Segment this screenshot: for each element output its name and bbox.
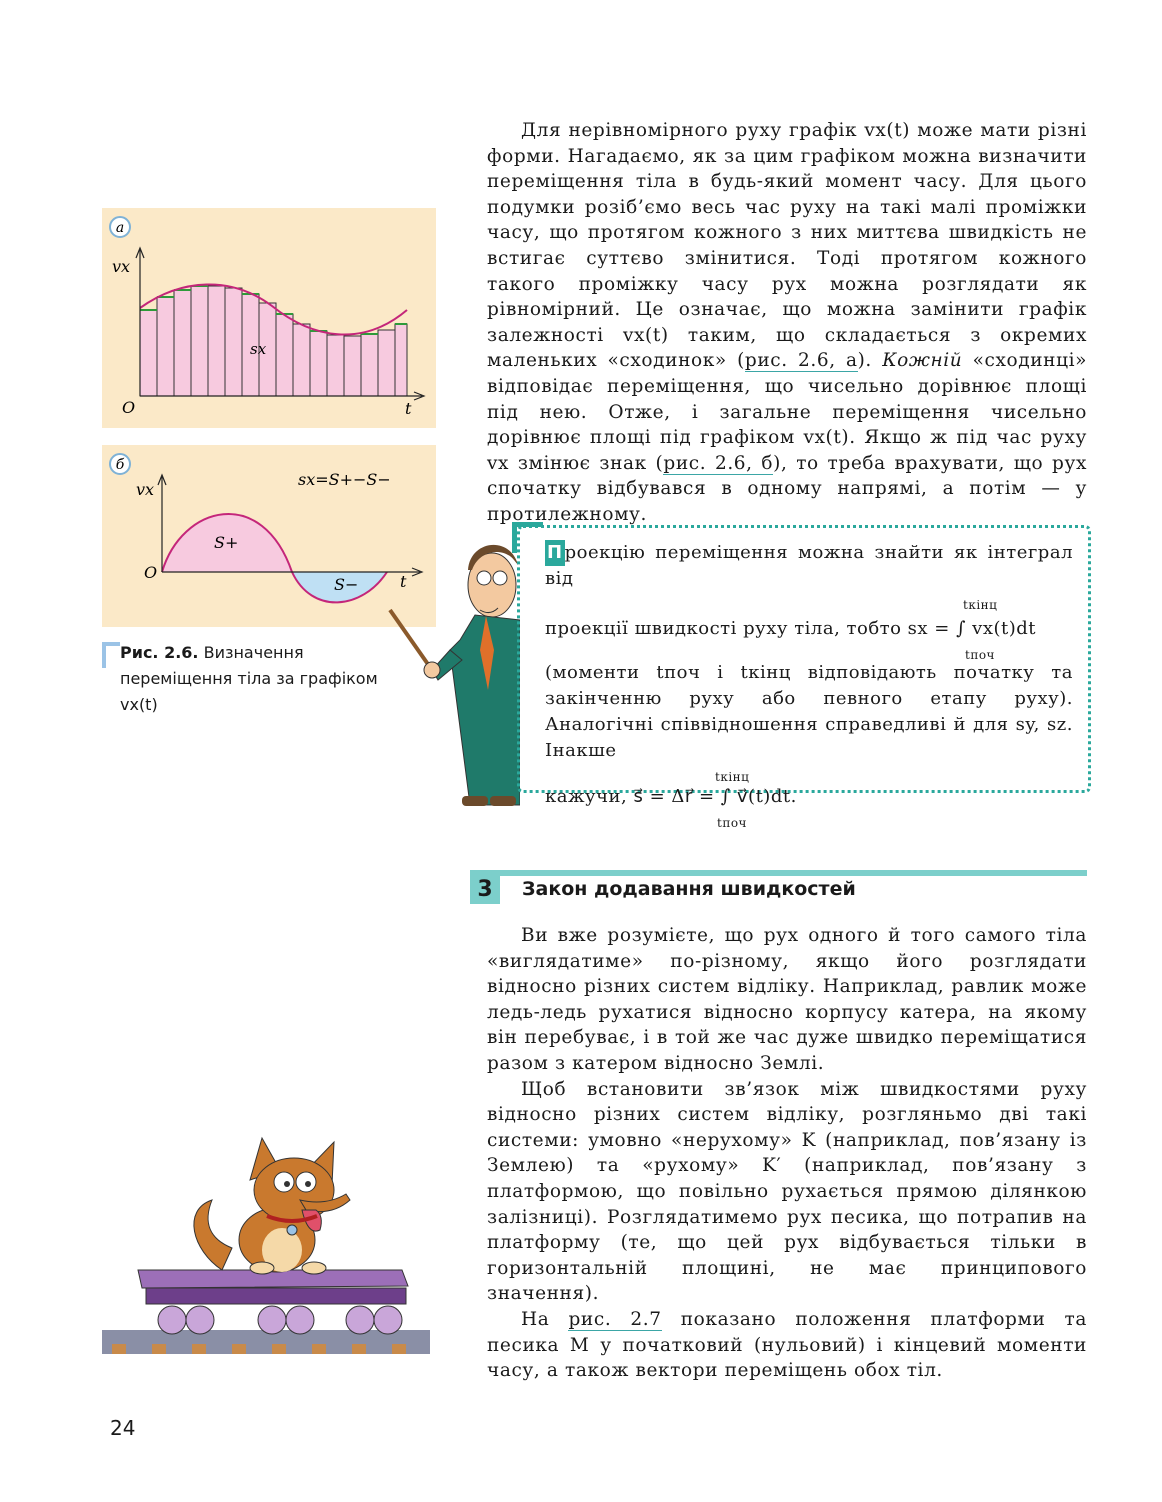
caption-label: Рис. 2.6. <box>120 643 199 662</box>
section-header <box>470 870 1087 906</box>
caption-corner-mark <box>102 642 120 668</box>
badge-b: б <box>115 457 125 473</box>
body-p3-start: На <box>521 1308 569 1330</box>
body-paragraph-3 <box>487 1307 1087 1384</box>
section-number: 3 <box>470 876 500 904</box>
intro-text-1: Для нерівномірного руху графік vx(t) може мати різні форми. Нагадаємо, як за цим графіком можна визначити переміщення тіла в будь-який момент часу. Для цього подумки розіб’ємо весь час руху на такі малі проміжки часу, що протягом кожного з них миттєва швидкість не встигає суттєво змінитися. Тоді протягом кожного такого проміжку часу рух можна розглядати як рівномірний. Це означає, що можна замінити графік залежності vx(t) таким, що складається з окремих маленьких «сходинок» ( <box>487 120 1087 372</box>
note-line-3: (моменти tпоч і tкінц відповідають початку та закінченню руху або певного етапу руху). Аналогічні співвідношення справедливі й для sy, sz. Інакше <box>545 662 1073 761</box>
note-line-2: проекції швидкості руху тіла, тобто sx = ∫ vx(t)dt <box>545 618 1037 639</box>
limit-upper: tкінц <box>963 598 998 612</box>
axis-label-vx: vx <box>136 480 155 499</box>
figure-2-6a <box>102 208 436 428</box>
note-initial: П <box>545 540 565 566</box>
caption-text: Визначення переміщення тіла за графіком vx(t) <box>120 643 378 714</box>
page-number: 24 <box>110 1416 136 1440</box>
dog-on-platform-illustration <box>102 1130 430 1358</box>
section-bar <box>470 870 1087 876</box>
fig-2-7-link[interactable]: рис. 2.7 <box>568 1308 662 1330</box>
intro-paragraph <box>487 118 1087 528</box>
area-label-sminus: S− <box>334 575 359 594</box>
body-paragraphs <box>487 923 1087 1384</box>
body-paragraph-1: Ви вже розумієте, що рух одного й того самого тіла «виглядатиме» по-різному, якщо його розглядати відносно різних систем відліку. Наприклад, равлик може ледь-ледь рухатися відносно корпусу катера, на якому він перебуває, і в той же час дуже швидко переміщатися разом з катером відносно Землі. <box>487 925 1087 1074</box>
limit-lower: tпоч <box>965 648 995 662</box>
fig-2-6b-link[interactable]: рис. 2.6, б <box>663 452 774 474</box>
teacher-illustration <box>380 530 520 812</box>
intro-text-1b: ). <box>857 350 883 372</box>
area-label-splus: S+ <box>214 533 239 552</box>
step-bars <box>140 286 407 396</box>
limit-lower-2: tпоч <box>717 816 747 830</box>
axis-label-vx: vx <box>112 257 131 276</box>
figure-caption <box>102 640 402 718</box>
axis-label-t: t <box>405 399 412 418</box>
origin-label: O <box>144 563 158 582</box>
note-line-4: кажучи, s⃗ = Δr⃗ = ∫ v⃗(t)dt. <box>545 786 797 807</box>
limit-upper-2: tкінц <box>715 770 750 784</box>
badge-a: а <box>115 220 125 236</box>
intro-text-1d: «сходинці» відповідає переміщення, що чисельно дорівнює площі під нею. Отже, і загальне переміщення чисельно дорівнює площі під графіком vx(t). Якщо ж під час руху vx змінює знак ( <box>487 350 1087 474</box>
body-p3-end: показано положення платформи та песика M у початковий (нульовий) і кінцевий моменти часу, а також вектори переміщень обох тіл. <box>487 1308 1087 1382</box>
area-label-sx: sx <box>250 340 267 358</box>
axis-label-t: t <box>400 572 407 591</box>
intro-italic: Кожній <box>882 350 963 372</box>
note-line-1: роекцію переміщення можна знайти як інтеграл від <box>545 542 1073 589</box>
section-title: Закон додавання швидкостей <box>522 878 856 900</box>
fig-2-6a-link[interactable]: рис. 2.6, а <box>744 350 858 372</box>
note-text <box>545 540 1073 828</box>
origin-label: O <box>122 398 136 417</box>
intro-text-1e: ), то треба врахувати, що рух спочатку відбувався в одному напрямі, а потім — у протилежному. <box>487 452 1087 525</box>
body-paragraph-2: Щоб встановити зв’язок між швидкостями руху відносно різних систем відліку, розгляньмо дві такі системи: умовно «нерухому» K (наприклад, пов’язану із Землею) та «рухому» K′ (наприклад, пов’язану з платформою, що повільно рухається прямою ділянкою залізниці). Розглядатимемо рух песика, що потрапив на платформу (те, що цей рух відбувається тільки в горизонтальній площині, не має принципового значення). <box>487 1078 1087 1305</box>
formula-sx: sx=S+−S− <box>298 470 391 489</box>
note-corner-mark <box>512 522 543 553</box>
